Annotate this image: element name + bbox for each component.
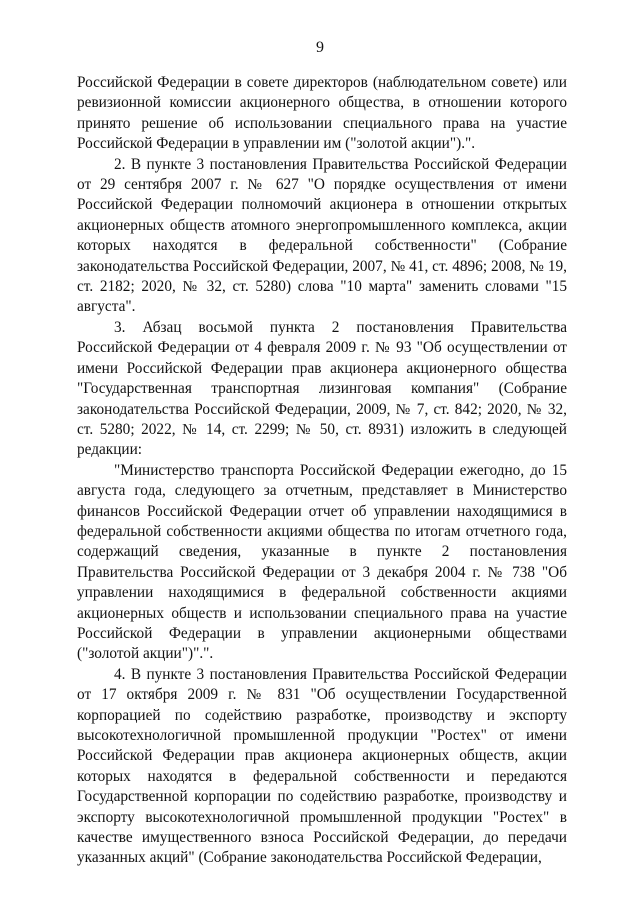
paragraph-item-4: 4. В пункте 3 постановления Правительства Российской Федерации от 17 октября 2009 г. № 831 "Об осуществлении Государственной корпорацией по содействию разработке, производству и экспорту высокотехнологичной промышленной продукции "Ростех" от имени Российской Федерации прав акционера акционерных обществ, акции которых находятся в федеральной собственности и передаются Государственной корпорации по содействию разработке, производству и экспорту высокотехнологичной промышленной продукции "Ростех" в качестве имущественного взноса Российской Федерации, до передачи указанных акций" (Собрание законодательства Российской Федерации, bbox=[77, 665, 567, 867]
document-body bbox=[77, 73, 567, 869]
paragraph-item-2: 2. В пункте 3 постановления Правительства Российской Федерации от 29 сентября 2007 г. № 627 "О порядке осуществления от имени Российской Федерации полномочий акционера в отношении открытых акционерных обществ атомного энергопромышленного комплекса, акции которых находятся в федеральной собственности" (Собрание законодательства Российской Федерации, 2007, № 41, ст. 4896; 2008, № 19, ст. 2182; 2020, № 32, ст. 5280) слова "10 марта" заменить словами "15 августа". bbox=[77, 155, 567, 316]
paragraph-quoted-text: "Министерство транспорта Российской Федерации ежегодно, до 15 августа года, следующего за отчетным, представляет в Министерство финансов Российской Федерации отчет об управлении находящимися в федеральной собственности акциями общества по итогам отчетного года, содержащий сведения, указанные в пункте 2 постановления Правительства Российской Федерации от 3 декабря 2004 г. № 738 "Об управлении находящимися в федеральной собственности акциями акционерных обществ и использовании специального права на участие Российской Федерации в управлении акционерными обществами ("золотой акции")".". bbox=[77, 461, 567, 663]
paragraph-item-3: 3. Абзац восьмой пункта 2 постановления Правительства Российской Федерации от 4 февраля 2009 г. № 93 "Об осуществлении от имени Российской Федерации прав акционера акционерного общества "Государственная транспортная лизинговая компания" (Собрание законодательства Российской Федерации, 2009, № 7, ст. 842; 2020, № 32, ст. 5280; 2022, № 14, ст. 2299; № 50, ст. 8931) изложить в следующей редакции: bbox=[77, 318, 567, 459]
paragraph-continuation: Российской Федерации в совете директоров (наблюдательном совете) или ревизионной комиссии акционерного общества, в отношении которого принято решение об использовании специального права на участие Российской Федерации в управлении им ("золотой акции").". bbox=[77, 74, 567, 153]
page-number: 9 bbox=[316, 39, 324, 56]
